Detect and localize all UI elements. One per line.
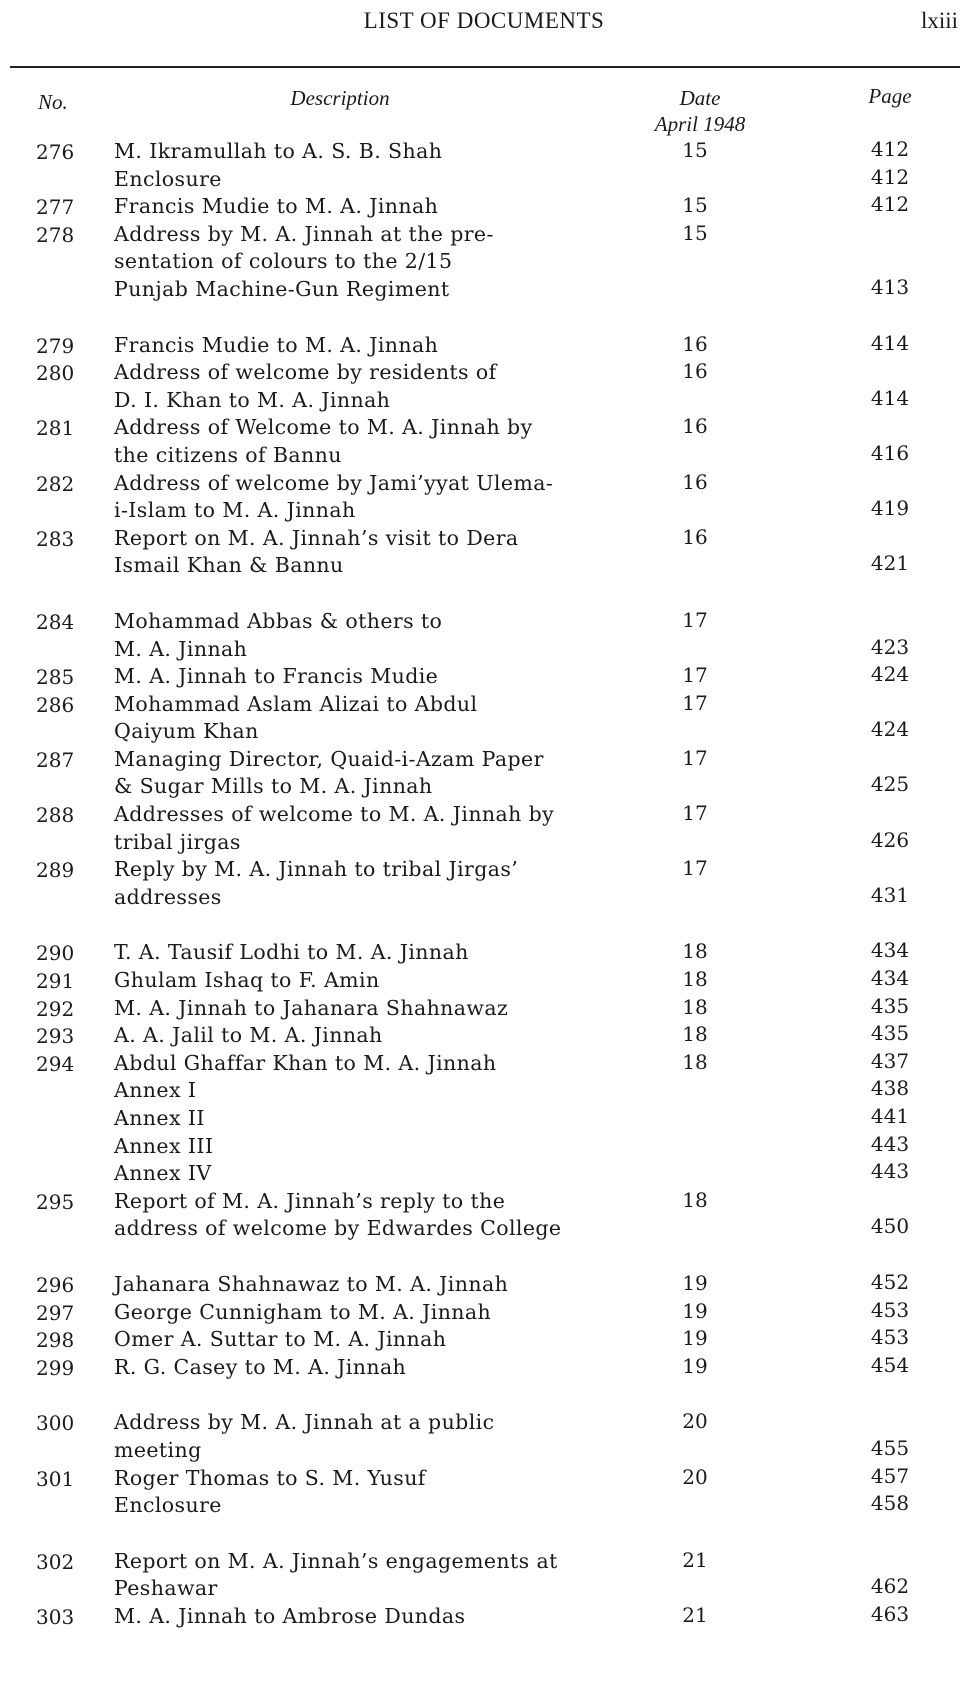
entry-description: D. I. Khan to M. A. Jinnah — [114, 387, 391, 412]
entry-number: 285 — [36, 665, 75, 690]
entry-line — [0, 993, 968, 1024]
entry-page: 412 — [870, 192, 910, 217]
document-entry — [0, 194, 968, 222]
entry-date: 15 — [682, 138, 708, 162]
entry-line — [0, 385, 968, 416]
entry-page: 431 — [870, 882, 910, 907]
document-entry — [0, 1327, 968, 1355]
entry-page: 414 — [870, 330, 910, 355]
entry-line — [0, 1131, 968, 1162]
column-header-no: No. — [38, 90, 68, 114]
document-entry — [0, 968, 968, 996]
entry-description: Address of welcome by Jami’yyat Ulema- — [114, 470, 554, 495]
entry-date: 18 — [682, 1049, 708, 1074]
entry-line — [0, 1327, 968, 1355]
entry-line — [0, 249, 968, 277]
document-entry — [0, 1410, 968, 1465]
document-entry — [0, 1493, 968, 1521]
entry-date: 15 — [682, 220, 708, 245]
entry-page: 413 — [870, 274, 910, 299]
entry-date: 19 — [682, 1298, 708, 1323]
entry-page: 421 — [870, 551, 910, 576]
entry-number: 302 — [36, 1549, 75, 1574]
entry-description: i-Islam to M. A. Jinnah — [114, 498, 356, 523]
header-rule — [10, 66, 960, 68]
entry-line — [0, 553, 968, 581]
document-entry — [0, 330, 968, 361]
column-header-date-month: April 1948 — [654, 112, 746, 136]
page-number: lxiii — [920, 8, 958, 33]
entry-line — [0, 609, 968, 637]
entry-line — [0, 747, 968, 775]
entry-date: 16 — [682, 359, 708, 384]
column-header-page: Page — [868, 84, 912, 108]
entry-description: Annex II — [114, 1106, 205, 1130]
entry-number: 298 — [36, 1328, 75, 1353]
entry-number: 284 — [36, 609, 75, 634]
entry-line — [0, 802, 968, 830]
entry-date: 20 — [682, 1409, 708, 1434]
document-entry — [0, 857, 968, 912]
entry-line — [0, 330, 968, 361]
entry-page: 457 — [870, 1463, 910, 1488]
document-entry — [0, 1549, 968, 1604]
entry-description: Report of M. A. Jinnah’s reply to the — [114, 1188, 506, 1213]
document-entry — [0, 164, 968, 195]
entry-description: Report on M. A. Jinnah’s visit to Dera — [114, 525, 519, 550]
page-header — [0, 8, 968, 48]
entry-line — [0, 1352, 968, 1383]
entry-date: 17 — [682, 801, 708, 826]
entry-number: 281 — [36, 416, 75, 441]
entry-date: 17 — [682, 607, 708, 632]
entry-number: 291 — [36, 969, 75, 994]
entry-number: 280 — [36, 361, 75, 386]
entry-description: the citizens of Bannu — [114, 442, 342, 467]
document-entry — [0, 609, 968, 664]
document-entry — [0, 1189, 968, 1244]
entry-line — [0, 719, 968, 747]
entry-page: 463 — [870, 1601, 910, 1626]
entry-number: 282 — [36, 471, 75, 496]
entry-page: 412 — [870, 164, 910, 189]
entry-date: 16 — [682, 414, 708, 439]
document-entry — [0, 993, 968, 1024]
entry-date: 17 — [682, 690, 708, 715]
document-entry — [0, 139, 968, 167]
entry-description: Roger Thomas to S. M. Yusuf — [114, 1465, 426, 1490]
entry-line — [0, 1549, 968, 1577]
entry-description: Address of welcome by residents of — [114, 360, 497, 385]
entry-description: Peshawar — [114, 1576, 218, 1601]
document-entry — [0, 1463, 968, 1494]
entry-line — [0, 1576, 968, 1604]
entry-description: T. A. Tausif Lodhi to M. A. Jinnah — [114, 940, 469, 965]
entry-description: Enclosure — [114, 1493, 222, 1518]
entry-description: Managing Director, Quaid-i-Azam Paper — [114, 746, 544, 771]
entry-date: 16 — [682, 524, 708, 549]
entry-line — [0, 164, 968, 195]
entry-date: 19 — [682, 1270, 708, 1295]
entry-description: Address by M. A. Jinnah at a public — [114, 1410, 495, 1435]
entry-number: 300 — [36, 1411, 75, 1436]
entry-number: 297 — [36, 1300, 75, 1325]
entry-page: 458 — [870, 1491, 910, 1516]
entry-number: 288 — [36, 803, 75, 828]
entry-number: 296 — [36, 1272, 75, 1297]
entry-description: Annex I — [114, 1078, 197, 1103]
entry-line — [0, 194, 968, 222]
entry-line — [0, 360, 968, 388]
entry-page: 423 — [870, 634, 910, 659]
document-entry — [0, 1297, 968, 1328]
group-spacer — [0, 912, 968, 940]
entry-date: 19 — [682, 1326, 708, 1351]
entry-date: 17 — [682, 856, 708, 881]
entry-description: addresses — [114, 884, 222, 909]
entry-page: 414 — [870, 385, 910, 410]
entry-line — [0, 1297, 968, 1328]
entry-page: 416 — [870, 440, 910, 465]
document-entry — [0, 747, 968, 802]
document-entry — [0, 1161, 968, 1189]
entry-description: tribal jirgas — [114, 829, 241, 854]
entry-date: 16 — [682, 331, 708, 356]
entry-date: 16 — [682, 469, 708, 494]
entry-line — [0, 415, 968, 443]
entry-line — [0, 526, 968, 554]
entry-description: Punjab Machine-Gun Regiment — [114, 276, 450, 301]
entry-line — [0, 1161, 968, 1189]
entry-page: 412 — [870, 137, 910, 161]
entry-line — [0, 857, 968, 885]
entry-description: M. A. Jinnah — [114, 636, 248, 661]
document-entry — [0, 802, 968, 857]
entry-line — [0, 827, 968, 858]
entry-line — [0, 471, 968, 499]
entry-date: 21 — [682, 1547, 708, 1572]
entry-date: 17 — [682, 745, 708, 770]
document-entry — [0, 940, 968, 968]
entry-line — [0, 1048, 968, 1079]
document-entry — [0, 1352, 968, 1383]
document-entry — [0, 526, 968, 581]
entry-line — [0, 1601, 968, 1632]
entry-description: Enclosure — [114, 166, 222, 191]
entry-number: 276 — [36, 140, 75, 164]
document-entry — [0, 1023, 968, 1051]
entry-line — [0, 692, 968, 720]
entry-description: Mohammad Aslam Alizai to Abdul — [114, 691, 478, 716]
entry-number: 295 — [36, 1189, 75, 1214]
entry-line — [0, 968, 968, 996]
entry-description: Annex III — [114, 1133, 214, 1158]
document-entry — [0, 1269, 968, 1300]
entry-line — [0, 882, 968, 913]
entry-number: 286 — [36, 692, 75, 717]
entry-line — [0, 1216, 968, 1244]
entry-date: 20 — [682, 1464, 708, 1489]
entry-number: 277 — [36, 195, 75, 220]
entry-line — [0, 1493, 968, 1521]
entry-page: 441 — [870, 1104, 910, 1128]
entry-page: 426 — [870, 827, 910, 852]
document-entry — [0, 1601, 968, 1632]
entry-page: 454 — [870, 1352, 910, 1377]
document-entry — [0, 222, 968, 305]
entry-line — [0, 222, 968, 250]
document-entry — [0, 1048, 968, 1079]
entry-description: George Cunnigham to M. A. Jinnah — [114, 1299, 492, 1324]
entry-number: 293 — [36, 1024, 75, 1049]
group-spacer — [0, 1382, 968, 1410]
entry-line — [0, 498, 968, 526]
column-header-date: Date — [679, 86, 721, 110]
entry-description: Addresses of welcome to M. A. Jinnah by — [114, 802, 555, 827]
document-entry — [0, 471, 968, 526]
entry-line — [0, 664, 968, 692]
entry-number: 287 — [36, 747, 75, 772]
entry-description: M. A. Jinnah to Jahanara Shahnawaz — [114, 995, 509, 1020]
entry-description: address of welcome by Edwardes College — [114, 1216, 562, 1241]
entry-page: 419 — [870, 496, 910, 521]
entry-page: 443 — [870, 1159, 910, 1184]
entry-page: 455 — [870, 1435, 910, 1460]
entry-date: 18 — [682, 967, 708, 992]
entry-date: 21 — [682, 1602, 708, 1627]
entry-description: M. A. Jinnah to Francis Mudie — [114, 664, 439, 689]
entry-number: 292 — [36, 996, 75, 1021]
entry-number: 279 — [36, 333, 75, 358]
entry-line — [0, 1269, 968, 1300]
entry-description: Address by M. A. Jinnah at the pre- — [114, 221, 494, 246]
entry-description: Mohammad Abbas & others to — [114, 608, 443, 633]
entry-line — [0, 1435, 968, 1466]
entry-page: 443 — [870, 1131, 910, 1156]
entry-number: 278 — [36, 222, 75, 247]
entry-line — [0, 440, 968, 471]
entry-description: Address of Welcome to M. A. Jinnah by — [114, 415, 533, 440]
entry-page: 453 — [870, 1325, 910, 1350]
entry-line — [0, 774, 968, 802]
entry-number: 289 — [36, 858, 75, 883]
entry-line — [0, 1078, 968, 1106]
entry-line — [0, 139, 968, 167]
entry-date: 18 — [682, 1187, 708, 1212]
entry-date: 15 — [682, 193, 708, 218]
entry-number: 301 — [36, 1466, 75, 1491]
entry-description: Report on M. A. Jinnah’s engagements at — [114, 1548, 558, 1573]
entry-date: 19 — [682, 1353, 708, 1378]
page-title: LIST OF DOCUMENTS — [363, 8, 605, 33]
entry-line — [0, 1189, 968, 1217]
entry-number: 283 — [36, 526, 75, 551]
entry-line — [0, 1410, 968, 1438]
entry-line — [0, 1463, 968, 1494]
group-spacer — [0, 1521, 968, 1549]
entry-description: & Sugar Mills to M. A. Jinnah — [114, 774, 433, 799]
entry-number: 294 — [36, 1051, 75, 1076]
entry-page: 434 — [870, 938, 910, 963]
entry-page: 438 — [870, 1076, 910, 1101]
entry-description: meeting — [114, 1437, 202, 1462]
entry-page: 425 — [870, 772, 910, 797]
document-entry — [0, 664, 968, 692]
document-entry — [0, 1106, 968, 1134]
group-spacer — [0, 1244, 968, 1272]
entry-date: 18 — [682, 1022, 708, 1047]
entry-line — [0, 634, 968, 665]
entry-description: Francis Mudie to M. A. Jinnah — [114, 194, 439, 219]
entry-description: Ismail Khan & Bannu — [114, 553, 344, 578]
entry-line — [0, 1106, 968, 1134]
entry-description: Omer A. Suttar to M. A. Jinnah — [114, 1327, 447, 1352]
entry-page: 437 — [870, 1048, 910, 1073]
entry-page: 452 — [870, 1269, 910, 1294]
document-entry — [0, 692, 968, 747]
entry-date: 18 — [682, 994, 708, 1019]
entry-line — [0, 940, 968, 968]
entry-number: 303 — [36, 1604, 75, 1629]
entry-page: 424 — [870, 717, 910, 742]
entry-description: M. A. Jinnah to Ambrose Dundas — [114, 1603, 466, 1628]
entry-page: 435 — [870, 993, 910, 1018]
entry-date: 18 — [682, 939, 708, 964]
documents-list — [0, 139, 968, 1632]
entry-page: 462 — [870, 1574, 910, 1599]
entry-description: R. G. Casey to M. A. Jinnah — [114, 1354, 407, 1379]
entry-description: Annex IV — [114, 1161, 212, 1186]
entry-description: Reply by M. A. Jinnah to tribal Jirgas’ — [114, 857, 519, 882]
entry-page: 424 — [870, 662, 910, 687]
entry-number: 290 — [36, 941, 75, 966]
entry-description: Ghulam Ishaq to F. Amin — [114, 968, 380, 993]
entry-line — [0, 274, 968, 305]
document-entry — [0, 360, 968, 415]
entry-date: 17 — [682, 663, 708, 688]
entry-description: Abdul Ghaffar Khan to M. A. Jinnah — [114, 1050, 497, 1075]
entry-page: 453 — [870, 1297, 910, 1322]
entry-page: 435 — [870, 1021, 910, 1046]
group-spacer — [0, 581, 968, 609]
entry-description: Francis Mudie to M. A. Jinnah — [114, 332, 439, 357]
column-header-description: Description — [290, 86, 390, 110]
entry-description: sentation of colours to the 2/15 — [114, 249, 453, 274]
document-entry — [0, 1131, 968, 1162]
entry-number: 299 — [36, 1355, 75, 1380]
entry-description: M. Ikramullah to A. S. B. Shah — [114, 139, 443, 163]
entry-description: A. A. Jalil to M. A. Jinnah — [114, 1023, 383, 1048]
entry-page: 434 — [870, 966, 910, 991]
document-entry — [0, 1078, 968, 1106]
entry-description: Jahanara Shahnawaz to M. A. Jinnah — [114, 1271, 509, 1296]
entry-description: Qaiyum Khan — [114, 719, 259, 744]
entry-line — [0, 1023, 968, 1051]
document-entry — [0, 415, 968, 470]
group-spacer — [0, 305, 968, 333]
entry-page: 450 — [870, 1214, 910, 1239]
